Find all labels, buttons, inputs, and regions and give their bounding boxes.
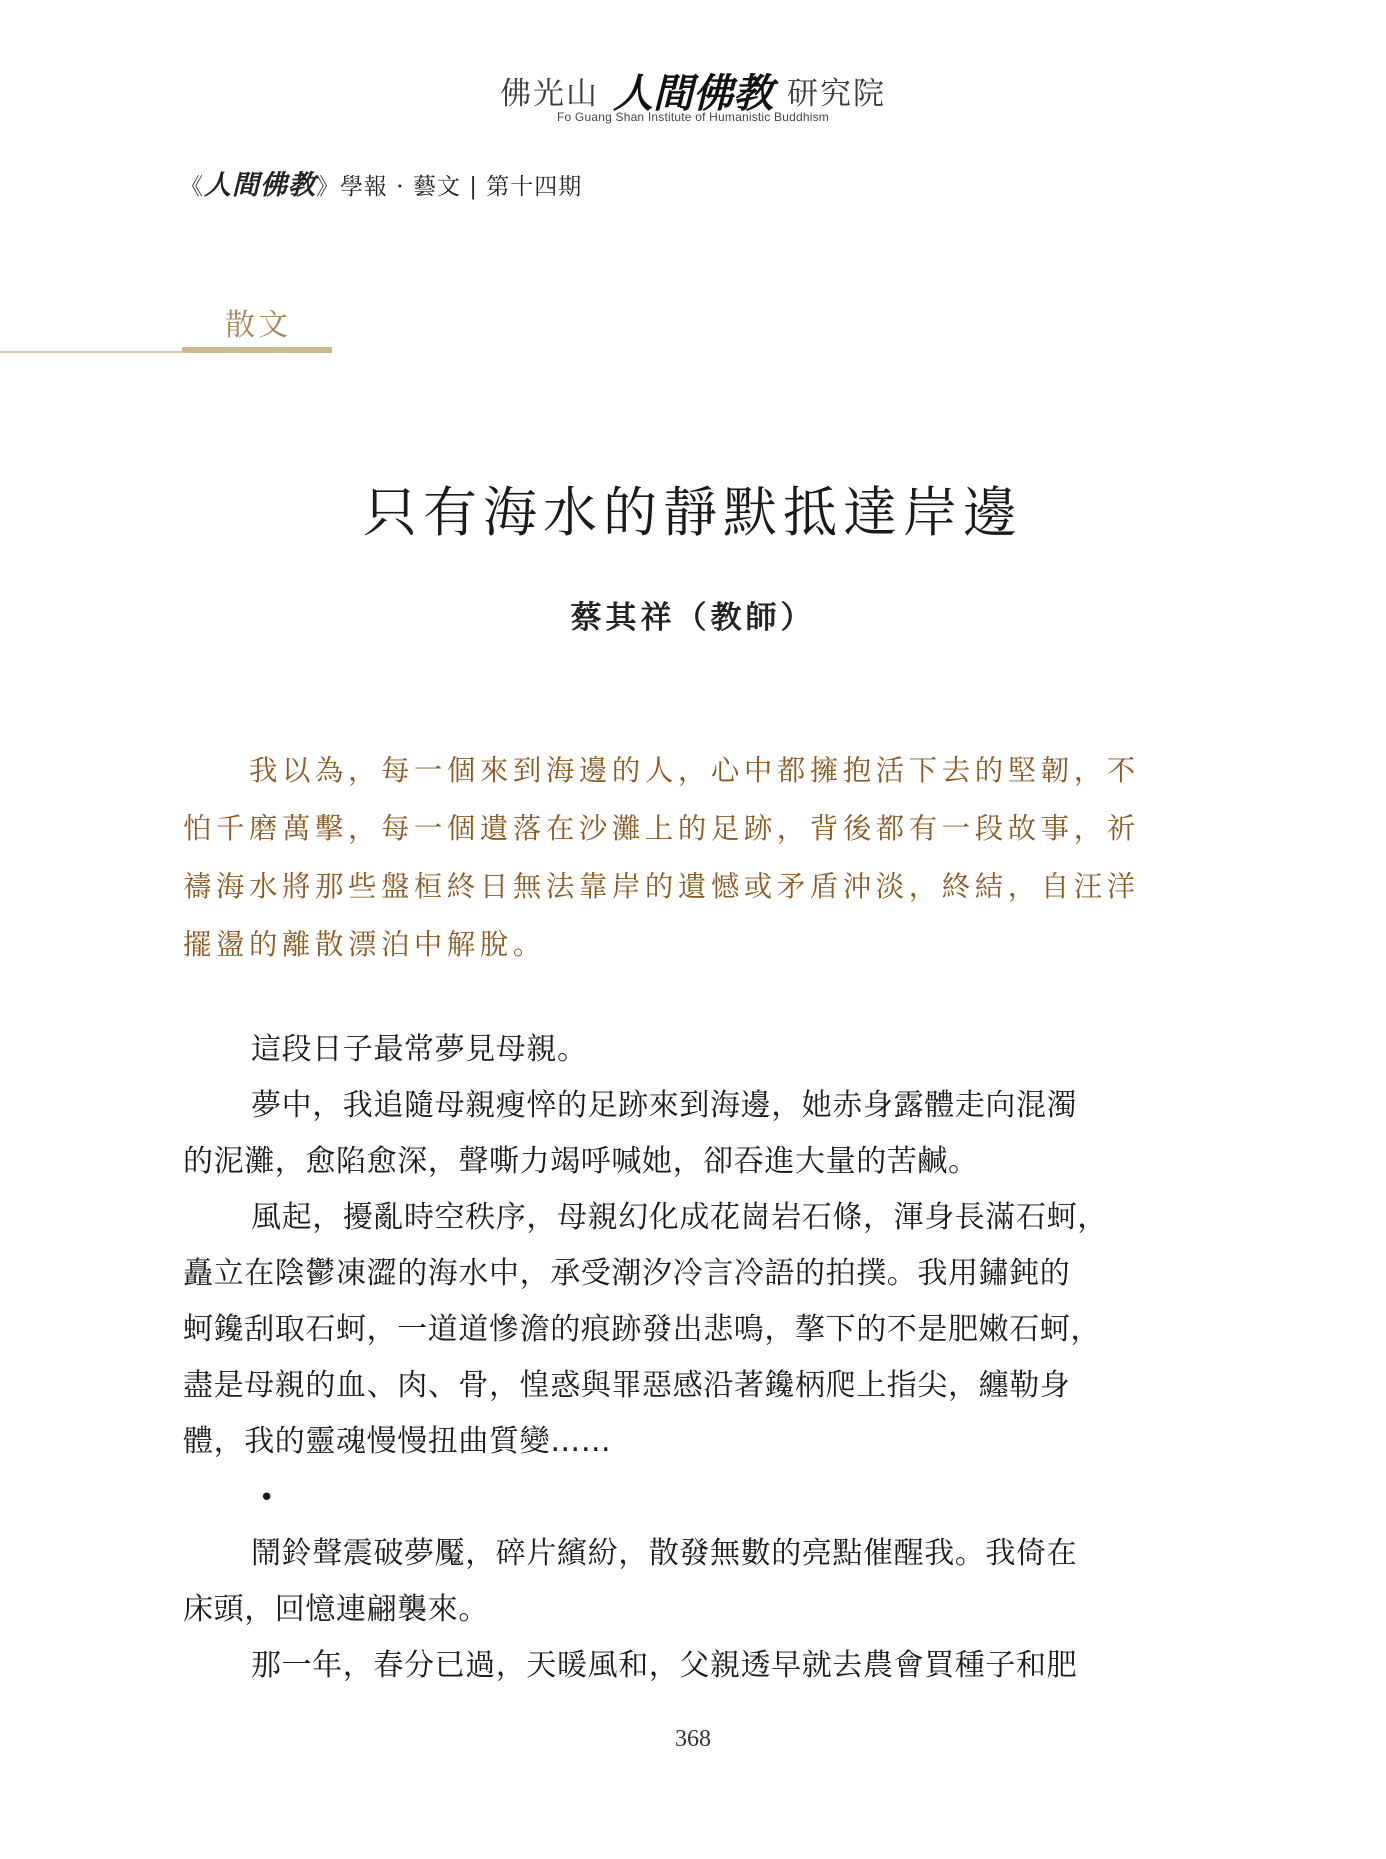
body-line: 這段日子最常夢見母親。 bbox=[251, 1032, 588, 1067]
masthead-english: Fo Guang Shan Institute of Humanistic Buddhism bbox=[556, 110, 829, 124]
body-line: 鬧鈴聲震破夢魘，碎片繽紛，散發無數的亮點催醒我。我倚在 bbox=[251, 1536, 1078, 1571]
journal-open-bracket: 《 bbox=[180, 174, 204, 200]
body-line: 體，我的靈魂慢慢扭曲質變…… bbox=[183, 1424, 612, 1459]
body-line: 夢中，我追隨母親瘦悴的足跡來到海邊，她赤身露體走向混濁 bbox=[251, 1088, 1078, 1123]
body-line: 盡是母親的血、肉、骨，惶惑與罪惡感沿著鑱柄爬上指尖，纏勒身 bbox=[183, 1368, 1071, 1403]
article-body bbox=[183, 1022, 1168, 1694]
abstract-line: 我以為，每一個來到海邊的人，心中都擁抱活下去的堅韌，不 bbox=[183, 754, 1140, 787]
body-line: 床頭，回憶連翩襲來。 bbox=[183, 1592, 489, 1627]
journal-close-bracket: 》 bbox=[316, 174, 340, 200]
abstract-line: 擺盪的離散漂泊中解脫。 bbox=[183, 928, 546, 961]
article-title: 只有海水的靜默抵達岸邊 bbox=[363, 481, 1023, 544]
body-line: 矗立在陰鬱凍澀的海水中，承受潮汐冷言冷語的拍撲。我用鏽鈍的 bbox=[183, 1256, 1071, 1291]
section-divider-accent bbox=[182, 347, 332, 353]
section-tag: 散文 bbox=[225, 308, 291, 343]
journal-running-header bbox=[180, 163, 582, 202]
body-line: 風起，擾亂時空秩序，母親幻化成花崗岩石條，渾身長滿石蚵， bbox=[251, 1200, 1108, 1235]
article-author: 蔡其祥（教師） bbox=[570, 600, 816, 636]
journal-calligraphy-logo: 人間佛教 bbox=[204, 170, 316, 201]
abstract-line: 怕千磨萬擊，每一個遺落在沙灘上的足跡，背後都有一段故事，祈 bbox=[183, 812, 1140, 845]
masthead-left-text: 佛光山 bbox=[500, 76, 599, 112]
body-line: 那一年，春分已過，天暖風和，父親透早就去農會買種子和肥 bbox=[251, 1648, 1078, 1683]
article-abstract bbox=[183, 742, 1168, 974]
scene-break-dot: • bbox=[259, 1483, 275, 1513]
body-line: 蚵鑱刮取石蚵，一道道慘澹的痕跡發出悲鳴，摮下的不是肥嫩石蚵， bbox=[183, 1312, 1101, 1347]
page-number: 368 bbox=[675, 1726, 711, 1752]
body-line: 的泥灘，愈陷愈深，聲嘶力竭呼喊她，卻吞進大量的苦鹹。 bbox=[183, 1144, 979, 1179]
journal-issue-info: 學報 · 藝文 | 第十四期 bbox=[340, 174, 583, 200]
abstract-line: 禱海水將那些盤桓終日無法靠岸的遺憾或矛盾沖淡，終結，自汪洋 bbox=[183, 870, 1140, 903]
masthead-right-text: 研究院 bbox=[787, 76, 886, 112]
humanistic-buddhism-calligraphy-logo: 人間佛教 bbox=[613, 70, 773, 117]
